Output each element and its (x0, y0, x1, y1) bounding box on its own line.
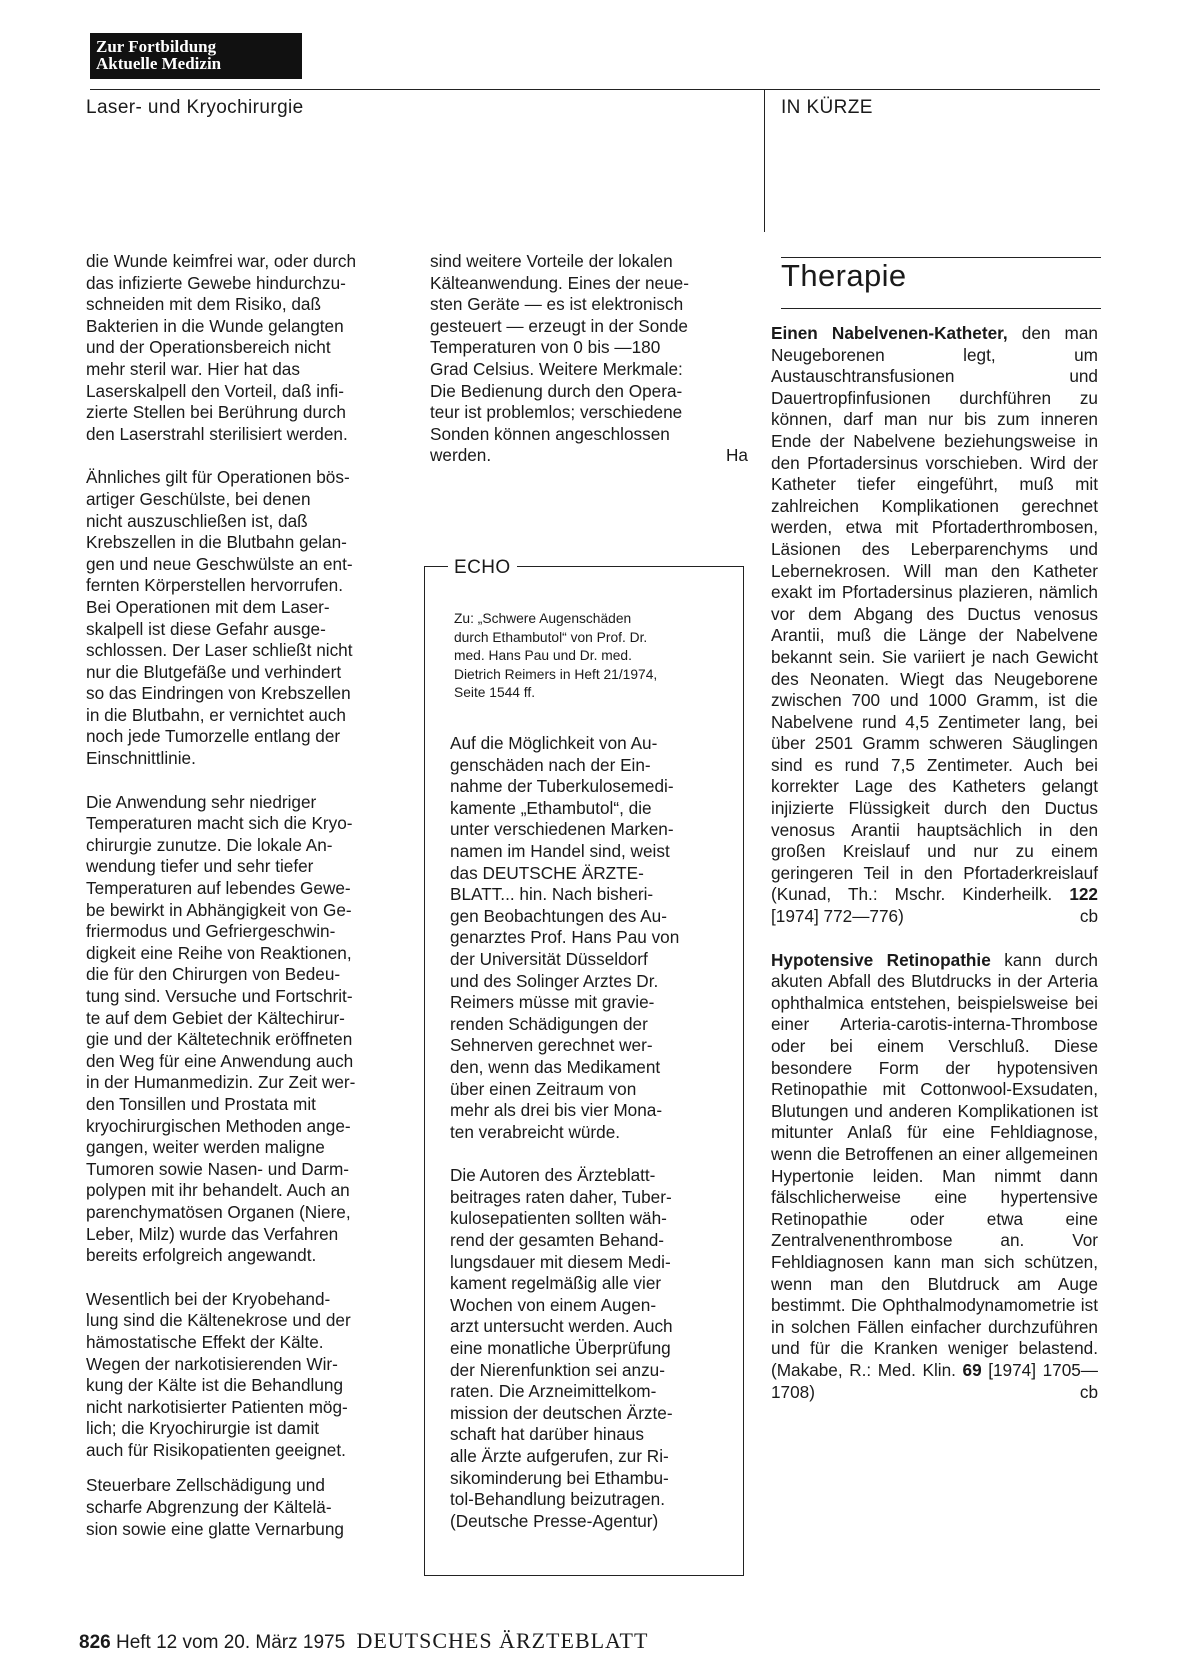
article-column-1 (86, 251, 400, 1562)
article-paragraph: Ähnliches gilt für Operationen bös- artiger Geschülste, bei denen nicht auszuschließen ist, daß Krebszellen in die Blutbahn gelan- gen und neue Geschwülste an ent- fernten Körperstellen hervorrufen. Bei Operationen mit dem Laser- skalpell ist diese Gefahr ausge- schlossen. Der Laser schließt nicht nur die Blutgefäße und verhindert so das Eindringen von Krebszellen in die Blutbahn, er vernichtet auch noch jede Tumorzelle entlang der Einschnittlinie. (86, 467, 353, 769)
volume-number: 122 (1069, 884, 1098, 905)
therapie-heading: Therapie (781, 258, 907, 293)
article-paragraph: Wesentlich bei der Kryobehand- lung sind die Kältenekrose und der hämostatische Effekt der Kälte. Wegen der narkotisierenden Wir- kung der Kälte ist die Behandlung nicht narkotisierter Patienten mög- lich; die Kryochirurgie ist damit auch für Risikopatienten geeignet. (86, 1288, 351, 1460)
article-column-2 (430, 251, 748, 467)
volume-number: 69 (962, 1359, 982, 1380)
article-paragraph: die Wunde keimfrei war, oder durch das infizierte Gewebe hindurchzu- schneiden mit dem Risiko, daß Bakterien in die Wunde gelangten und der Operationsbereich nicht mehr steril war. Hier hat das Laserskalpell den Vorteil, daß infi- zierte Stellen bei Berührung durch den Laserstrahl sterilisiert werden. (86, 251, 357, 444)
echo-paragraph: Die Autoren des Ärzteblatt- beitrages raten daher, Tuber- kulosepatienten sollten wäh- rend der gesamten Behand- lungsdauer mit diesem Medi- kament regelmäßig alle vier Wochen von einem Augen- arzt untersucht werden. Auch eine monatliche Überprüfung der Nierenfunktion sei anzu- raten. Die Arzneimittelkom- mission der deutschen Ärzte- schaft hat darüber hinaus alle Ärzte aufgerufen, zur Ri- sikominderung bei Ethambu- tol-Behandlung beizutragen. (Deutsche Presse-Agentur) (450, 1165, 673, 1531)
kurz-item-lead: Einen Nabelvenen-Katheter, (771, 323, 1008, 343)
page-footer (79, 1628, 648, 1654)
author-signature: cb (1079, 1381, 1098, 1402)
echo-body (450, 733, 725, 1554)
kurz-item: Hypotensive Retinopathie kann durch akuten Abfall des Blutdrucks in der Arteria ophthalmica entstehen, beispielsweise bei einer Arteria-carotis-interna-Thrombose oder bei einem Verschluß. Diese besondere Form der hypotensiven Retinopathie mit Cottonwool-Exsudaten, Blutungen und anderen Komplikationen ist mitunter Anlaß für eine Fehldiagnose, wenn die Betroffenen an einer allgemeinen Hypertonie leiden. Man nimmt dann fälschlicherweise eine hypertensive Retinopathie oder etwa eine Zentralvenenthrombose an. Vor Fehldiagnosen kann man sich schützen, wenn man den Blutdruck am Auge bestimmt. Die Ophthalmodynamometrie ist in solchen Fällen einfacher durchzuführen und für die Kranken weniger belastend. (Makabe, R.: Med. Klin. 69 [1974] 1705—1708) cb (771, 949, 1098, 1402)
category-badge (90, 33, 302, 79)
echo-reference: Zu: „Schwere Augenschäden durch Ethambutol“ von Prof. Dr. med. Hans Pau und Dr. med. Dietrich Reimers in Heft 21/1974, Seite 1544 ff. (454, 611, 658, 701)
article-paragraph: Steuerbare Zellschädigung und scharfe Abgrenzung der Kältelä- sion sowie eine glatte Vernarbung (86, 1475, 344, 1539)
column-divider (764, 89, 765, 232)
in-kuerze-title: IN KÜRZE (781, 97, 873, 118)
article-paragraph: sind weitere Vorteile der lokalen Kälteanwendung. Eines der neue- sten Geräte — es ist elektronisch gesteuert — erzeugt in der Sonde Temperaturen von 0 bis —180 Grad Celsius. Weitere Merkmale: Die Bedienung durch den Opera- teur ist problemlos; verschiedene Sonden können angeschlossen werden. Ha (430, 251, 748, 466)
kurz-item-lead: Hypotensive Retinopathie (771, 949, 991, 970)
header-rule (90, 89, 1100, 90)
badge-line-2: Aktuelle Medizin (96, 54, 222, 73)
page-number: 826 (79, 1632, 111, 1653)
author-signature: Ha (726, 445, 748, 466)
masthead: DEUTSCHES ÄRZTEBLATT (356, 1628, 649, 1653)
section-title: Laser- und Kryochirurgie (86, 97, 304, 118)
author-signature: cb (1079, 906, 1098, 927)
kurz-column (771, 323, 1098, 1425)
kurz-item: Einen Nabelvenen-Katheter, den man Neugeborenen legt, um Austauschtransfusionen und Dauertropfinfusionen durchführen zu können, darf man nur bis zum inneren Ende der Nabelvene beziehungsweise in den Pfortadersinus vorschieben. Wird der Katheter tiefer eingeführt, muß mit zahlreichen Komplikationen gerechnet werden, etwa mit Pfortaderthrombosen, Läsionen des Leberparenchyms und Lebernekrosen. Will man den Katheter exakt im Pfortadersinus plazieren, nämlich vor dem Abgang des Ductus venosus Arantii, muß die Länge der Nabelvene bekannt sein. Sie variiert je nach Gewicht des Neonaten. Wiegt das Neugeborene zwischen 700 und 1000 Gramm, ist die Nabelvene rund 4,5 Zentimeter lang, bei über 2501 Gramm schweren Säuglingen sind es rund 7,5 Zentimeter. Auch bei korrekter Lage des Katheters gelangt injizierte Flüssigkeit durch den Ductus venosus Arantii hauptsächlich in den großen Kreislauf und nur zu einem geringeren Teil in den Pfortaderkreislauf (Kunad, Th.: Mschr. Kinderheilk. 122 [1974] 772—776) cb (771, 323, 1098, 927)
echo-paragraph: Auf die Möglichkeit von Au- genschäden nach der Ein- nahme der Tuberkulosemedi- kamente „Ethambutol“, die unter verschiedenen Marken- namen im Handel sind, weist das DEUTSCHE ÄRZTE- BLATT... hin. Nach bisheri- gen Beobachtungen des Au- genarztes Prof. Hans Pau von der Universität Düsseldorf und des Solinger Arztes Dr. Reimers müsse mit gravie- renden Schädigungen der Sehnerven gerechnet wer- den, wenn das Medikament über einen Zeitraum von mehr als drei bis vier Mona- ten verabreicht würde. (450, 733, 680, 1142)
badge-line-1: Zur Fortbildung (96, 37, 217, 56)
article-paragraph: Die Anwendung sehr niedriger Temperaturen macht sich die Kryo- chirurgie zunutze. Die lokale An- wendung tiefer und sehr tiefer Temperaturen auf lebendes Gewe- be bewirkt in Abhängigkeit von Ge- friermodus und Gefriergeschwin- digkeit eine Reihe von Reaktionen, die für den Chirurgen von Bedeu- tung sind. Versuche und Fortschrit- te auf dem Gebiet der Kältechirur- gie und der Kältetechnik eröffneten den Weg für eine Anwendung auch in der Humanmedizin. Zur Zeit wer- den Tonsillen und Prostata mit kryochirurgischen Methoden ange- gangen, weiter werden maligne Tumoren sowie Nasen- und Darm- polypen mit ihr behandelt. Auch an parenchymatösen Organen (Niere, Leber, Milz) wurde das Verfahren bereits erfolgreich angewandt. (86, 791, 356, 1266)
echo-label: ECHO (448, 557, 517, 579)
issue-info: Heft 12 vom 20. März 1975 (115, 1632, 346, 1653)
therapie-rule-bottom (781, 308, 1101, 309)
